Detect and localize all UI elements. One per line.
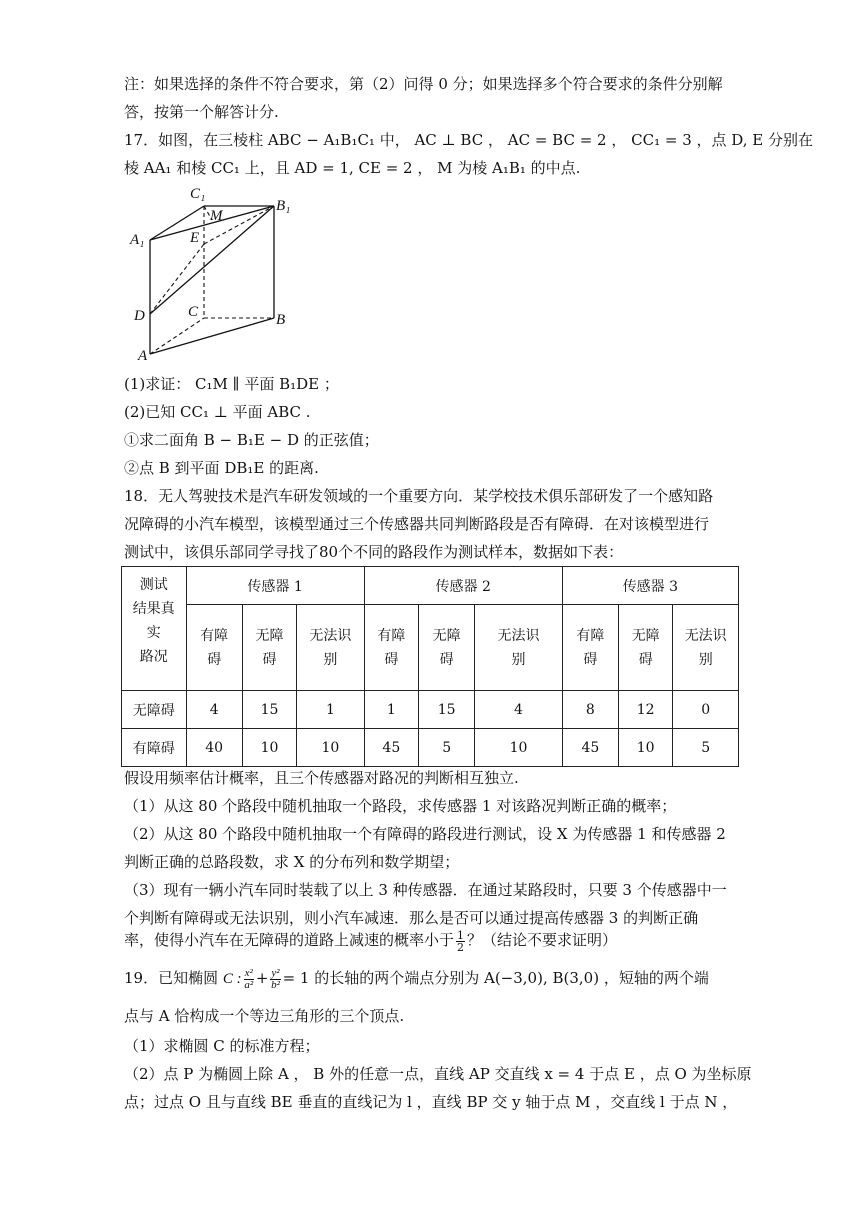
corner-line-2: 结果真 <box>132 601 175 617</box>
label-a1: A₁ <box>130 232 145 248</box>
subheader-cell: 无障碍 <box>619 605 673 691</box>
table-cell: 10 <box>242 729 296 767</box>
q17-part-2b: ②点 B 到平面 DB₁E 的距离. <box>124 459 319 477</box>
subheader-cell: 有障碍 <box>186 605 242 691</box>
fraction-numerator: y² <box>271 966 280 979</box>
note-line-2: 答，按第一个解答计分. <box>124 103 279 121</box>
q17-statement-2: 棱 AA₁ 和棱 CC₁ 上，且 AD = 1, CE = 2 ， M 为棱 A₁B₁ 的中点. <box>124 159 581 177</box>
note-line-1: 注：如果选择的条件不符合要求，第（2）问得 0 分；如果选择多个符合要求的条件分别解 <box>124 75 723 93</box>
q18-sub-3a: （3）现有一辆小汽车同时装载了以上 3 种传感器．在通过某路段时，只要 3 个传感器中一 <box>124 881 727 899</box>
table-cell: 1 <box>364 691 418 729</box>
table-cell: 4 <box>186 691 242 729</box>
fraction-numerator: 1 <box>457 928 465 942</box>
fraction-denominator: b² <box>271 978 280 991</box>
table-row <box>122 729 739 767</box>
fraction-numerator: x² <box>244 966 253 979</box>
prism-figure <box>128 184 298 364</box>
q19-statement-2: 点与 A 恰构成一个等边三角形的三个顶点. <box>124 1007 405 1025</box>
table-cell: 5 <box>673 729 739 767</box>
q18-sub-2b: 判断正确的总路段数，求 X 的分布列和数学期望； <box>124 853 460 871</box>
q18-sub-1: （1）从这 80 个路段中随机抽取一个路段，求传感器 1 对该路况判断正确的概率； <box>124 797 677 815</box>
corner-line-3: 实 <box>146 625 161 641</box>
q18-statement-2: 况障碍的小汽车模型，该模型通过三个传感器共同判断路段是否有障碍．在对该模型进行 <box>124 515 710 533</box>
table-cell: 10 <box>297 729 364 767</box>
subheader-cell: 无障碍 <box>419 605 475 691</box>
fraction-denominator: a² <box>244 978 254 991</box>
table-row <box>122 691 739 729</box>
subheader-cell: 无法识别 <box>475 605 562 691</box>
q18-sub-3c-text: 率，使得小汽车在无障碍的道路上减速的概率小于 <box>124 931 455 949</box>
label-b1: B₁ <box>276 198 291 214</box>
table-cell: 45 <box>364 729 418 767</box>
q17-statement-1: 17．如图，在三棱柱 ABC − A₁B₁C₁ 中， AC ⊥ BC ， AC = BC = 2 ， CC₁ = 3 ，点 D, E 分别在 <box>124 131 814 149</box>
label-m: M <box>210 208 223 224</box>
edge-ac-dashed <box>150 318 204 354</box>
q19-sub-2a: （2）点 P 为椭圆上除 A ， B 外的任意一点，直线 AP 交直线 x = 4 于点 E ，点 O 为坐标原 <box>124 1065 752 1083</box>
q19-prefix: 19．已知椭圆 <box>124 969 219 987</box>
q19-sub-2b: 点；过点 O 且与直线 BE 垂直的直线记为 l ，直线 BP 交 y 轴于点 M ，交直线 l 于点 N ， <box>124 1093 738 1111</box>
fraction-denominator: 2 <box>457 940 465 954</box>
subheader-cell: 无法识别 <box>673 605 739 691</box>
fraction-x2-a2 <box>244 968 254 991</box>
q19-suffix: = 1 的长轴的两个端点分别为 A(−3,0), B(3,0) ，短轴的两个端 <box>282 969 709 987</box>
subheader-cell: 无法识别 <box>297 605 364 691</box>
label-c: C <box>188 304 199 320</box>
table-cell: 8 <box>562 691 618 729</box>
table-cell: 45 <box>562 729 618 767</box>
table-corner-cell <box>122 567 187 691</box>
label-a: A <box>138 348 148 364</box>
fraction-one-half <box>456 930 465 953</box>
subheader-cell: 有障碍 <box>364 605 418 691</box>
table-cell: 4 <box>475 691 562 729</box>
table-cell: 5 <box>419 729 475 767</box>
edge-ab <box>150 318 274 354</box>
label-d: D <box>134 308 145 324</box>
label-e: E <box>190 230 200 246</box>
row-label: 无障碍 <box>122 691 187 729</box>
corner-line-4: 路况 <box>139 649 168 665</box>
q17-part-2a: ①求二面角 B − B₁E − D 的正弦值； <box>124 431 379 449</box>
sensor-data-table <box>121 566 739 767</box>
q18-assumption: 假设用频率估计概率，且三个传感器对路况的判断相互独立. <box>124 769 519 787</box>
q18-sub-2a: （2）从这 80 个路段中随机抽取一个有障碍的路段进行测试，设 X 为传感器 1 和传感器 2 <box>124 825 726 843</box>
subheader-cell: 有障碍 <box>562 605 618 691</box>
q18-sub-3c <box>124 928 617 953</box>
q19-sub-1: （1）求椭圆 C 的标准方程； <box>124 1037 320 1055</box>
q17-part-1: (1)求证： C₁M ∥ 平面 B₁DE ； <box>124 375 339 393</box>
table-cell: 15 <box>419 691 475 729</box>
table-cell: 10 <box>619 729 673 767</box>
ellipse-name: C : <box>222 971 242 987</box>
corner-line-1: 测试 <box>139 577 168 593</box>
q19-statement-1: 19．已知椭圆 C : $\frac{\text{x²}}{\text{a²}}$ + $\frac{\text{y²}}{\text{b²}}$ = 1 的长轴的两个端点分别为 A(−3,0), B(3,0) ，短轴的两个端 <box>124 966 709 991</box>
table-cell: 10 <box>475 729 562 767</box>
table-cell: 15 <box>242 691 296 729</box>
sensor-1-header: 传感器 1 <box>186 567 364 605</box>
table-cell: 0 <box>673 691 739 729</box>
q18-statement-3: 测试中，该俱乐部同学寻找了80个不同的路段作为测试样本，数据如下表： <box>124 543 624 561</box>
q17-part-2: (2)已知 CC₁ ⊥ 平面 ABC . <box>124 403 311 421</box>
table-cell: 40 <box>186 729 242 767</box>
sensor-2-header: 传感器 2 <box>364 567 562 605</box>
label-b: B <box>276 312 286 328</box>
q18-statement-1: 18．无人驾驶技术是汽车研发领域的一个重要方向．某学校技术俱乐部研发了一个感知路 <box>124 487 714 505</box>
q18-sub-3b: 个判断有障碍或无法识别，则小汽车减速．那么是否可以通过提高传感器 3 的判断正确 <box>124 909 699 927</box>
q18-sub-3c-tail: ？（结论不要求证明） <box>467 931 618 949</box>
fraction-y2-b2 <box>270 968 280 991</box>
sensor-3-header: 传感器 3 <box>562 567 738 605</box>
table-cell: 12 <box>619 691 673 729</box>
subheader-cell: 无障碍 <box>242 605 296 691</box>
label-c1: C₁ <box>190 186 206 202</box>
row-label: 有障碍 <box>122 729 187 767</box>
table-cell: 1 <box>297 691 364 729</box>
